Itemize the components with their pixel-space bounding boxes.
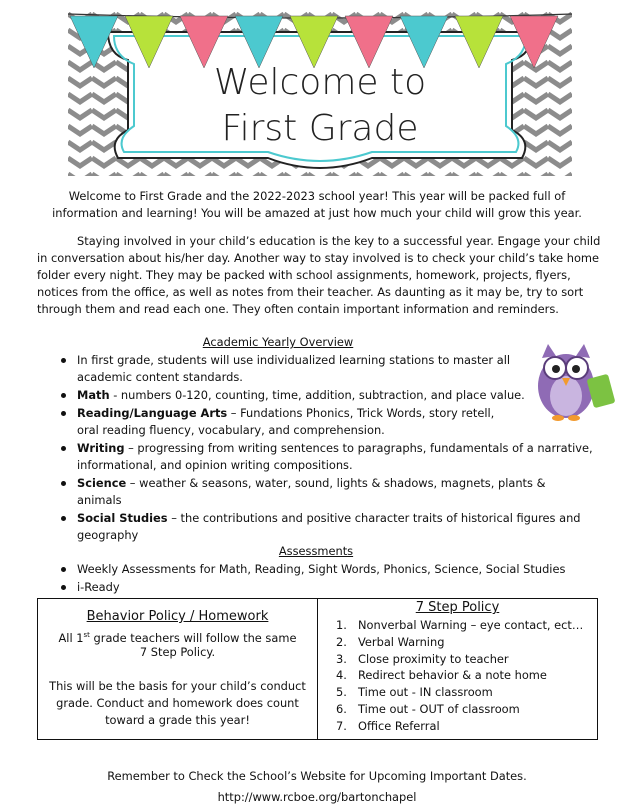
policy-table: [37, 598, 598, 740]
overview-item-math: Math - numbers 0-120, counting, time, addition, subtraction, and place value.: [37, 387, 593, 404]
intro-line-2: information and learning! You will be amazed at just how much your child will grow this year.: [52, 206, 582, 220]
overview-item-reading: Reading/Language Arts – Fundations Phonics, Trick Words, story retell, oral reading fluency, vocabulary, and comprehension.: [37, 405, 517, 439]
involved-line-3: folder every night. They may be packed with school assignments, homework, projects, flyers,: [37, 268, 571, 282]
steps-list: [336, 617, 583, 735]
involved-line-5: through them and read each one. They often contain important information and reminders.: [37, 302, 559, 316]
steps-heading: 7 Step Policy: [415, 600, 500, 615]
step-item: 6. Time out - OUT of classroom: [336, 701, 520, 716]
footer-reminder: Remember to Check the School’s Website for Upcoming Important Dates.: [107, 769, 527, 783]
footer-url[interactable]: http://www.rcboe.org/bartonchapel: [217, 790, 417, 804]
step-item: 3. Close proximity to teacher: [336, 651, 509, 666]
banner-title-line2: First Grade: [221, 108, 419, 149]
behavior-line-2: 7 Step Policy.: [139, 645, 216, 659]
step-item: 7. Office Referral: [336, 718, 440, 733]
overview-list: [37, 352, 593, 545]
behavior-line-3: This will be the basis for your child’s conduct: [49, 679, 306, 693]
behavior-line-4: grade. Conduct and homework does count: [56, 696, 299, 710]
behavior-line-5: toward a grade this year!: [105, 713, 250, 727]
assessments-list: [37, 561, 593, 597]
table-divider: [317, 599, 318, 739]
involved-line-4: notices from the office, as well as notes from their teacher. As daunting as it may be, try to sort: [37, 285, 584, 299]
overview-item: In first grade, students will use individualized learning stations to master all academic content standards.: [37, 352, 517, 386]
step-item: 1. Nonverbal Warning – eye contact, ect…: [336, 618, 584, 632]
assessment-item: i-Ready: [37, 579, 593, 596]
banner-title-line1: Welcome to: [213, 62, 427, 103]
overview-item-social-studies: Social Studies – the contributions and positive character traits of historical figures and geography: [37, 510, 593, 544]
step-item: 5. Time out - IN classroom: [336, 685, 493, 700]
involved-line-2: in conversation about his/her day. Another way to stay involved is to check your child’s take home: [37, 251, 600, 265]
overview-item-writing: Writing – progressing from writing sentences to paragraphs, fundamentals of a narrative, informational, and opinion writing compositions.: [37, 440, 593, 474]
intro-line-1: Welcome to First Grade and the 2022-2023 school year! This year will be packed full of: [68, 189, 566, 203]
overview-item-science: Science – weather & seasons, water, sound, lights & shadows, magnets, plants & animals: [37, 475, 593, 509]
involved-line-1: Staying involved in your child’s education is the key to a successful year. Engage your child: [77, 234, 601, 248]
welcome-banner: [68, 10, 572, 176]
assessments-heading: Assessments: [278, 544, 354, 558]
overview-heading: Academic Yearly Overview: [202, 335, 354, 349]
owl-illustration: [528, 340, 618, 422]
behavior-line-1: All 1st grade teachers will follow the same: [58, 630, 297, 645]
behavior-heading: Behavior Policy / Homework: [86, 609, 269, 624]
step-item: 4. Redirect behavior & a note home: [336, 668, 547, 683]
step-item: 2. Verbal Warning: [336, 634, 445, 649]
assessment-item: Weekly Assessments for Math, Reading, Sight Words, Phonics, Science, Social Studies: [37, 561, 593, 578]
